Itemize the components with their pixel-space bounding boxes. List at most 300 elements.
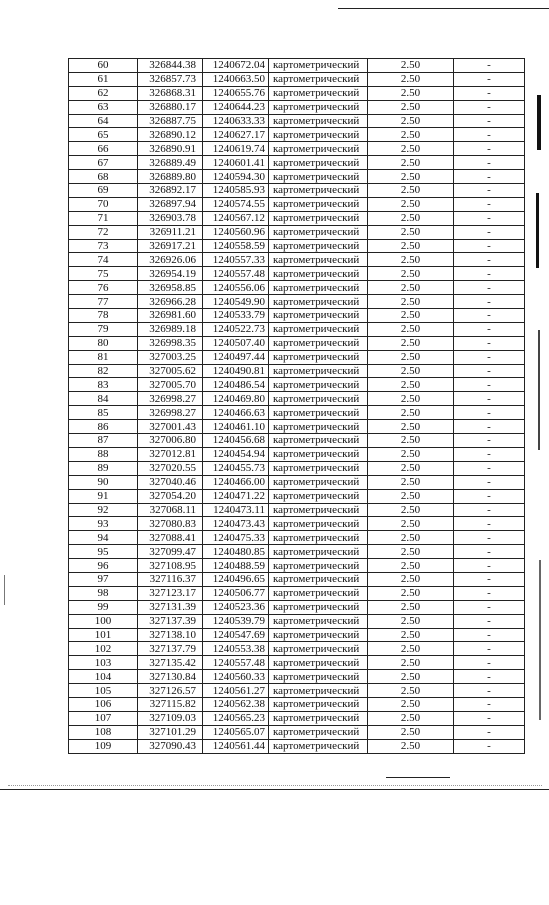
table-row [69, 586, 525, 600]
table-row [69, 350, 525, 364]
method-cell: картометрический [269, 572, 368, 586]
table-row [69, 309, 525, 323]
y-coordinate-cell: 1240574.55 [203, 197, 269, 211]
x-coordinate-cell: 327040.46 [138, 475, 203, 489]
method-cell: картометрический [269, 211, 368, 225]
method-cell: картометрический [269, 697, 368, 711]
point-number-cell: 71 [69, 211, 138, 225]
method-cell: картометрический [269, 197, 368, 211]
method-cell: картометрический [269, 503, 368, 517]
x-coordinate-cell: 327054.20 [138, 489, 203, 503]
scan-mark [4, 575, 5, 605]
table-row [69, 184, 525, 198]
method-cell: картометрический [269, 59, 368, 73]
table-row [69, 142, 525, 156]
y-coordinate-cell: 1240560.33 [203, 670, 269, 684]
x-coordinate-cell: 327003.25 [138, 350, 203, 364]
accuracy-cell: 2.50 [368, 406, 454, 420]
x-coordinate-cell: 327138.10 [138, 628, 203, 642]
method-cell: картометрический [269, 628, 368, 642]
x-coordinate-cell: 327109.03 [138, 711, 203, 725]
x-coordinate-cell: 327005.62 [138, 364, 203, 378]
y-coordinate-cell: 1240553.38 [203, 642, 269, 656]
x-coordinate-cell: 326981.60 [138, 309, 203, 323]
y-coordinate-cell: 1240567.12 [203, 211, 269, 225]
x-coordinate-cell: 327126.57 [138, 684, 203, 698]
x-coordinate-cell: 326903.78 [138, 211, 203, 225]
x-coordinate-cell: 327135.42 [138, 656, 203, 670]
accuracy-cell: 2.50 [368, 725, 454, 739]
accuracy-cell: 2.50 [368, 531, 454, 545]
table-row [69, 406, 525, 420]
point-number-cell: 78 [69, 309, 138, 323]
accuracy-cell: 2.50 [368, 586, 454, 600]
table-row [69, 239, 525, 253]
accuracy-cell: 2.50 [368, 489, 454, 503]
point-number-cell: 107 [69, 711, 138, 725]
accuracy-cell: 2.50 [368, 267, 454, 281]
table-row [69, 197, 525, 211]
coordinates-table-body [69, 59, 525, 754]
method-cell: картометрический [269, 642, 368, 656]
table-row [69, 475, 525, 489]
table-row [69, 642, 525, 656]
dotted-rule [8, 785, 542, 786]
accuracy-cell: 2.50 [368, 392, 454, 406]
point-number-cell: 97 [69, 572, 138, 586]
table-row [69, 378, 525, 392]
y-coordinate-cell: 1240672.04 [203, 59, 269, 73]
table-row [69, 267, 525, 281]
description-cell: - [454, 100, 525, 114]
description-cell: - [454, 267, 525, 281]
point-number-cell: 105 [69, 684, 138, 698]
accuracy-cell: 2.50 [368, 600, 454, 614]
x-coordinate-cell: 326890.91 [138, 142, 203, 156]
method-cell: картометрический [269, 156, 368, 170]
scan-mark [537, 95, 541, 150]
accuracy-cell: 2.50 [368, 670, 454, 684]
table-row [69, 364, 525, 378]
description-cell: - [454, 628, 525, 642]
y-coordinate-cell: 1240560.96 [203, 225, 269, 239]
accuracy-cell: 2.50 [368, 572, 454, 586]
description-cell: - [454, 545, 525, 559]
x-coordinate-cell: 326887.75 [138, 114, 203, 128]
table-row [69, 697, 525, 711]
point-number-cell: 95 [69, 545, 138, 559]
method-cell: картометрический [269, 517, 368, 531]
description-cell: - [454, 684, 525, 698]
x-coordinate-cell: 326911.21 [138, 225, 203, 239]
point-number-cell: 86 [69, 420, 138, 434]
accuracy-cell: 2.50 [368, 420, 454, 434]
description-cell: - [454, 697, 525, 711]
point-number-cell: 93 [69, 517, 138, 531]
method-cell: картометрический [269, 559, 368, 573]
y-coordinate-cell: 1240549.90 [203, 295, 269, 309]
x-coordinate-cell: 327137.39 [138, 614, 203, 628]
y-coordinate-cell: 1240561.27 [203, 684, 269, 698]
point-number-cell: 84 [69, 392, 138, 406]
table-row [69, 392, 525, 406]
description-cell: - [454, 572, 525, 586]
method-cell: картометрический [269, 364, 368, 378]
description-cell: - [454, 281, 525, 295]
description-cell: - [454, 225, 525, 239]
x-coordinate-cell: 326868.31 [138, 86, 203, 100]
accuracy-cell: 2.50 [368, 128, 454, 142]
x-coordinate-cell: 327005.70 [138, 378, 203, 392]
point-number-cell: 88 [69, 447, 138, 461]
method-cell: картометрический [269, 434, 368, 448]
table-row [69, 600, 525, 614]
y-coordinate-cell: 1240644.23 [203, 100, 269, 114]
method-cell: картометрический [269, 281, 368, 295]
x-coordinate-cell: 327001.43 [138, 420, 203, 434]
point-number-cell: 104 [69, 670, 138, 684]
x-coordinate-cell: 326889.49 [138, 156, 203, 170]
method-cell: картометрический [269, 531, 368, 545]
table-row [69, 531, 525, 545]
accuracy-cell: 2.50 [368, 156, 454, 170]
point-number-cell: 81 [69, 350, 138, 364]
point-number-cell: 77 [69, 295, 138, 309]
table-row [69, 461, 525, 475]
accuracy-cell: 2.50 [368, 350, 454, 364]
method-cell: картометрический [269, 461, 368, 475]
x-coordinate-cell: 326998.27 [138, 392, 203, 406]
table-row [69, 559, 525, 573]
table-row [69, 295, 525, 309]
table-row [69, 739, 525, 753]
x-coordinate-cell: 327115.82 [138, 697, 203, 711]
y-coordinate-cell: 1240456.68 [203, 434, 269, 448]
description-cell: - [454, 586, 525, 600]
accuracy-cell: 2.50 [368, 628, 454, 642]
point-number-cell: 63 [69, 100, 138, 114]
y-coordinate-cell: 1240473.43 [203, 517, 269, 531]
y-coordinate-cell: 1240466.63 [203, 406, 269, 420]
y-coordinate-cell: 1240627.17 [203, 128, 269, 142]
x-coordinate-cell: 327006.80 [138, 434, 203, 448]
table-row [69, 670, 525, 684]
point-number-cell: 72 [69, 225, 138, 239]
point-number-cell: 90 [69, 475, 138, 489]
y-coordinate-cell: 1240496.65 [203, 572, 269, 586]
x-coordinate-cell: 327012.81 [138, 447, 203, 461]
accuracy-cell: 2.50 [368, 336, 454, 350]
table-row [69, 420, 525, 434]
description-cell: - [454, 461, 525, 475]
method-cell: картометрический [269, 600, 368, 614]
description-cell: - [454, 72, 525, 86]
description-cell: - [454, 156, 525, 170]
description-cell: - [454, 406, 525, 420]
accuracy-cell: 2.50 [368, 114, 454, 128]
description-cell: - [454, 711, 525, 725]
x-coordinate-cell: 327108.95 [138, 559, 203, 573]
description-cell: - [454, 739, 525, 753]
method-cell: картометрический [269, 142, 368, 156]
table-row [69, 447, 525, 461]
point-number-cell: 62 [69, 86, 138, 100]
y-coordinate-cell: 1240466.00 [203, 475, 269, 489]
method-cell: картометрический [269, 420, 368, 434]
table-row [69, 225, 525, 239]
table-row [69, 503, 525, 517]
method-cell: картометрический [269, 253, 368, 267]
y-coordinate-cell: 1240523.36 [203, 600, 269, 614]
accuracy-cell: 2.50 [368, 239, 454, 253]
table-row [69, 572, 525, 586]
x-coordinate-cell: 326926.06 [138, 253, 203, 267]
y-coordinate-cell: 1240507.40 [203, 336, 269, 350]
table-row [69, 59, 525, 73]
description-cell: - [454, 489, 525, 503]
table-row [69, 72, 525, 86]
point-number-cell: 87 [69, 434, 138, 448]
description-cell: - [454, 364, 525, 378]
point-number-cell: 103 [69, 656, 138, 670]
point-number-cell: 67 [69, 156, 138, 170]
x-coordinate-cell: 327130.84 [138, 670, 203, 684]
y-coordinate-cell: 1240565.23 [203, 711, 269, 725]
point-number-cell: 99 [69, 600, 138, 614]
x-coordinate-cell: 327080.83 [138, 517, 203, 531]
y-coordinate-cell: 1240461.10 [203, 420, 269, 434]
x-coordinate-cell: 326897.94 [138, 197, 203, 211]
table-row [69, 628, 525, 642]
method-cell: картометрический [269, 739, 368, 753]
accuracy-cell: 2.50 [368, 711, 454, 725]
point-number-cell: 64 [69, 114, 138, 128]
method-cell: картометрический [269, 378, 368, 392]
x-coordinate-cell: 327099.47 [138, 545, 203, 559]
x-coordinate-cell: 326892.17 [138, 184, 203, 198]
x-coordinate-cell: 327137.79 [138, 642, 203, 656]
y-coordinate-cell: 1240562.38 [203, 697, 269, 711]
point-number-cell: 66 [69, 142, 138, 156]
table-row [69, 253, 525, 267]
accuracy-cell: 2.50 [368, 684, 454, 698]
method-cell: картометрический [269, 711, 368, 725]
description-cell: - [454, 503, 525, 517]
description-cell: - [454, 600, 525, 614]
signature-line [386, 777, 450, 778]
table-row [69, 656, 525, 670]
point-number-cell: 70 [69, 197, 138, 211]
description-cell: - [454, 434, 525, 448]
table-row [69, 517, 525, 531]
description-cell: - [454, 350, 525, 364]
x-coordinate-cell: 326998.35 [138, 336, 203, 350]
accuracy-cell: 2.50 [368, 142, 454, 156]
y-coordinate-cell: 1240480.85 [203, 545, 269, 559]
table-row [69, 725, 525, 739]
method-cell: картометрический [269, 350, 368, 364]
y-coordinate-cell: 1240619.74 [203, 142, 269, 156]
x-coordinate-cell: 326954.19 [138, 267, 203, 281]
accuracy-cell: 2.50 [368, 364, 454, 378]
point-number-cell: 85 [69, 406, 138, 420]
x-coordinate-cell: 326857.73 [138, 72, 203, 86]
method-cell: картометрический [269, 72, 368, 86]
accuracy-cell: 2.50 [368, 503, 454, 517]
y-coordinate-cell: 1240533.79 [203, 309, 269, 323]
accuracy-cell: 2.50 [368, 475, 454, 489]
point-number-cell: 101 [69, 628, 138, 642]
accuracy-cell: 2.50 [368, 197, 454, 211]
x-coordinate-cell: 327131.39 [138, 600, 203, 614]
table-row [69, 156, 525, 170]
y-coordinate-cell: 1240557.33 [203, 253, 269, 267]
y-coordinate-cell: 1240556.06 [203, 281, 269, 295]
x-coordinate-cell: 327020.55 [138, 461, 203, 475]
point-number-cell: 61 [69, 72, 138, 86]
x-coordinate-cell: 327116.37 [138, 572, 203, 586]
description-cell: - [454, 322, 525, 336]
accuracy-cell: 2.50 [368, 739, 454, 753]
point-number-cell: 100 [69, 614, 138, 628]
x-coordinate-cell: 327123.17 [138, 586, 203, 600]
point-number-cell: 106 [69, 697, 138, 711]
point-number-cell: 82 [69, 364, 138, 378]
x-coordinate-cell: 326958.85 [138, 281, 203, 295]
method-cell: картометрический [269, 392, 368, 406]
description-cell: - [454, 614, 525, 628]
method-cell: картометрический [269, 267, 368, 281]
description-cell: - [454, 170, 525, 184]
accuracy-cell: 2.50 [368, 545, 454, 559]
method-cell: картометрический [269, 170, 368, 184]
description-cell: - [454, 295, 525, 309]
method-cell: картометрический [269, 114, 368, 128]
table-row [69, 684, 525, 698]
x-coordinate-cell: 326998.27 [138, 406, 203, 420]
x-coordinate-cell: 327090.43 [138, 739, 203, 753]
method-cell: картометрический [269, 475, 368, 489]
method-cell: картометрический [269, 184, 368, 198]
description-cell: - [454, 420, 525, 434]
method-cell: картометрический [269, 670, 368, 684]
point-number-cell: 98 [69, 586, 138, 600]
point-number-cell: 73 [69, 239, 138, 253]
description-cell: - [454, 197, 525, 211]
scan-mark [536, 193, 539, 268]
accuracy-cell: 2.50 [368, 656, 454, 670]
table-row [69, 100, 525, 114]
point-number-cell: 75 [69, 267, 138, 281]
method-cell: картометрический [269, 406, 368, 420]
point-number-cell: 60 [69, 59, 138, 73]
y-coordinate-cell: 1240471.22 [203, 489, 269, 503]
y-coordinate-cell: 1240497.44 [203, 350, 269, 364]
point-number-cell: 94 [69, 531, 138, 545]
description-cell: - [454, 447, 525, 461]
scan-mark [539, 560, 541, 720]
table-row [69, 614, 525, 628]
point-number-cell: 80 [69, 336, 138, 350]
y-coordinate-cell: 1240506.77 [203, 586, 269, 600]
x-coordinate-cell: 327088.41 [138, 531, 203, 545]
x-coordinate-cell: 326890.12 [138, 128, 203, 142]
description-cell: - [454, 336, 525, 350]
y-coordinate-cell: 1240633.33 [203, 114, 269, 128]
point-number-cell: 91 [69, 489, 138, 503]
description-cell: - [454, 517, 525, 531]
accuracy-cell: 2.50 [368, 434, 454, 448]
description-cell: - [454, 475, 525, 489]
table-row [69, 322, 525, 336]
accuracy-cell: 2.50 [368, 697, 454, 711]
description-cell: - [454, 142, 525, 156]
accuracy-cell: 2.50 [368, 461, 454, 475]
description-cell: - [454, 114, 525, 128]
method-cell: картометрический [269, 128, 368, 142]
x-coordinate-cell: 326917.21 [138, 239, 203, 253]
point-number-cell: 79 [69, 322, 138, 336]
description-cell: - [454, 725, 525, 739]
table-row [69, 711, 525, 725]
description-cell: - [454, 59, 525, 73]
method-cell: картометрический [269, 545, 368, 559]
description-cell: - [454, 239, 525, 253]
method-cell: картометрический [269, 100, 368, 114]
description-cell: - [454, 211, 525, 225]
method-cell: картометрический [269, 725, 368, 739]
accuracy-cell: 2.50 [368, 559, 454, 573]
method-cell: картометрический [269, 447, 368, 461]
accuracy-cell: 2.50 [368, 170, 454, 184]
accuracy-cell: 2.50 [368, 295, 454, 309]
method-cell: картометрический [269, 586, 368, 600]
description-cell: - [454, 670, 525, 684]
accuracy-cell: 2.50 [368, 184, 454, 198]
y-coordinate-cell: 1240558.59 [203, 239, 269, 253]
y-coordinate-cell: 1240469.80 [203, 392, 269, 406]
y-coordinate-cell: 1240473.11 [203, 503, 269, 517]
description-cell: - [454, 642, 525, 656]
accuracy-cell: 2.50 [368, 225, 454, 239]
accuracy-cell: 2.50 [368, 86, 454, 100]
accuracy-cell: 2.50 [368, 614, 454, 628]
table-row [69, 86, 525, 100]
table-row [69, 128, 525, 142]
description-cell: - [454, 86, 525, 100]
x-coordinate-cell: 326889.80 [138, 170, 203, 184]
y-coordinate-cell: 1240594.30 [203, 170, 269, 184]
description-cell: - [454, 559, 525, 573]
accuracy-cell: 2.50 [368, 447, 454, 461]
table-row [69, 170, 525, 184]
method-cell: картометрический [269, 684, 368, 698]
y-coordinate-cell: 1240585.93 [203, 184, 269, 198]
method-cell: картометрический [269, 86, 368, 100]
x-coordinate-cell: 327101.29 [138, 725, 203, 739]
y-coordinate-cell: 1240663.50 [203, 72, 269, 86]
y-coordinate-cell: 1240539.79 [203, 614, 269, 628]
description-cell: - [454, 309, 525, 323]
accuracy-cell: 2.50 [368, 378, 454, 392]
y-coordinate-cell: 1240475.33 [203, 531, 269, 545]
x-coordinate-cell: 326880.17 [138, 100, 203, 114]
accuracy-cell: 2.50 [368, 322, 454, 336]
point-number-cell: 96 [69, 559, 138, 573]
y-coordinate-cell: 1240561.44 [203, 739, 269, 753]
y-coordinate-cell: 1240655.76 [203, 86, 269, 100]
point-number-cell: 109 [69, 739, 138, 753]
